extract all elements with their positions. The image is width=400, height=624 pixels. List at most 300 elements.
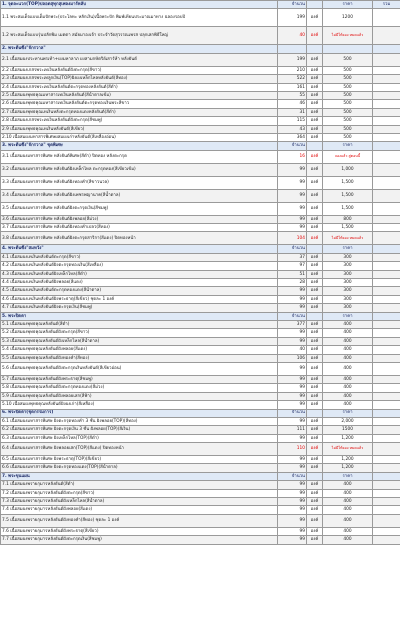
item-qty: 99: [278, 224, 307, 232]
item-total: [373, 262, 400, 270]
item-price: 400: [323, 346, 373, 354]
item-total: [373, 232, 400, 245]
item-total: [373, 117, 400, 125]
item-qty: 99: [278, 362, 307, 375]
table-row: [1, 253, 400, 261]
item-price: 500: [323, 100, 373, 108]
item-total: [373, 375, 400, 383]
item-unit: องค์: [307, 66, 323, 74]
item-total: [373, 53, 400, 66]
item-qty: 99: [278, 202, 307, 215]
item-unit: องค์: [307, 337, 323, 345]
item-total: [373, 456, 400, 464]
item-total: [373, 320, 400, 328]
item-price: ไม่มีให้จอง หมดแล้ว: [323, 443, 373, 456]
item-unit: องค์: [307, 498, 323, 506]
item-price: 1,200: [323, 464, 373, 472]
item-unit: องค์: [307, 232, 323, 245]
item-qty: 364: [278, 133, 307, 141]
item-total: [373, 489, 400, 497]
item-total: [373, 150, 400, 163]
item-unit: องค์: [307, 108, 323, 116]
table-row: [1, 443, 400, 456]
table-row: [1, 536, 400, 544]
item-price: 400: [323, 498, 373, 506]
table-row: [1, 392, 400, 400]
item-qty: 28: [278, 279, 307, 287]
item-price: 500: [323, 66, 373, 74]
item-total: [373, 498, 400, 506]
item-total: [373, 83, 400, 91]
item-unit: องค์: [307, 125, 323, 133]
item-unit: องค์: [307, 279, 323, 287]
item-name: 5.10 เนื้อสมผงพุทธคุณหลังยันต์ฝังผงเก่า(สีเหลือง): [1, 401, 278, 409]
item-total: [373, 253, 400, 261]
item-price: ราคา: [323, 472, 373, 480]
item-price: 400: [323, 481, 373, 489]
table-row: [1, 262, 400, 270]
item-unit: องค์: [307, 150, 323, 163]
item-total: [373, 337, 400, 345]
item-total: [373, 100, 400, 108]
item-qty: จำนวน: [278, 245, 307, 253]
item-price: ราคา: [323, 142, 373, 150]
item-name: 2.6 เนื้อสมผงพุทธคุณมหาสารเทเงินหลังยันต์ตะกรุดทองเงินพระสีขาว: [1, 100, 278, 108]
table-row: [1, 354, 400, 362]
item-qty: 97: [278, 262, 307, 270]
item-qty: 210: [278, 66, 307, 74]
table-row: [1, 514, 400, 527]
item-name: 2.8 เนื้อสมผงเกสรพระเทเงินหลังยันต์ฝังตะกรุด(สีชมพู): [1, 117, 278, 125]
item-price: 1,200: [323, 456, 373, 464]
item-unit: องค์: [307, 354, 323, 362]
item-qty: 55: [278, 91, 307, 99]
item-total: [373, 142, 400, 150]
item-total: [373, 66, 400, 74]
item-price: 1,500: [323, 189, 373, 202]
item-unit: องค์: [307, 295, 323, 303]
item-name: 1.2 พระสมเด็จแบบรุ่นปลักพิม เมตตา สมัยมาองเจ้า ประจำวัดสุวรรณเพรส ปลุกเสกพิธีใหญ่: [1, 27, 278, 45]
item-name: 2.9 เนื้อสมผงพุทธคุณเทเงินหลังยันต์(สีเขียว): [1, 125, 278, 133]
item-total: [373, 287, 400, 295]
item-name: 3.2 เนื้อสมผงมหาสารพิเศษ หลังยันต์ฝังเหล็กไหล ตะกรุดทอง(สีเขียวเข้ม): [1, 163, 278, 176]
table-row: [1, 189, 400, 202]
item-total: [373, 295, 400, 303]
item-name: 2.4 เนื้อสมผงเกสรพระเทเงินหลังยันต์ตะกรุดทองหลังยันต์(สีดำ): [1, 83, 278, 91]
unit-header: [307, 1, 323, 9]
item-price: 300: [323, 304, 373, 312]
table-row: [1, 66, 400, 74]
item-name: 6.6 เนื้อสมผงมหาสารพิเศษ ฝังตะกรุดทองแดง(TOP)(สีน้ำตาล): [1, 464, 278, 472]
item-total: [373, 362, 400, 375]
item-total: [373, 27, 400, 45]
item-qty: 99: [278, 295, 307, 303]
item-unit: องค์: [307, 417, 323, 425]
item-name: 2. พระต้นซึ่ง"จักรวาล": [1, 45, 278, 53]
item-name: 2.2 เนื้อสมผงเกสรพระเทเงินหลังยันต์ฝังตะกรุด(สีขาว): [1, 66, 278, 74]
item-name: 5.1 เนื้อสมผงพุทธคุณหลังยันต์(สีดำ): [1, 320, 278, 328]
item-price: ไม่มีให้จอง หมดแล้ว: [323, 232, 373, 245]
item-price: ไม่มีให้จอง หมดแล้ว: [323, 27, 373, 45]
item-qty: 99: [278, 434, 307, 442]
item-name: 2.7 เนื้อสมผงพุทธคุณเทเงินหลังตะกรุดทองแดงหลังยันต์(สีดำ): [1, 108, 278, 116]
item-price: 500: [323, 133, 373, 141]
item-total: [373, 401, 400, 409]
table-row: [1, 224, 400, 232]
table-row: [1, 91, 400, 99]
table-row: [1, 489, 400, 497]
item-name: 3.6 เนื้อสมผงมหาสารพิเศษ หลังยันต์ฝังพลอย(สีม่วง): [1, 215, 278, 223]
table-row: [1, 202, 400, 215]
item-name: 5.9 เนื้อสมผงพุทธคุณหลังยันต์ฝังพลอยเสก(สีฟ้า): [1, 392, 278, 400]
table-row: [1, 75, 400, 83]
item-unit: องค์: [307, 527, 323, 535]
item-name: 7.7 เนื้อสมผงพรายกุมารหลังยันต์ฝังตะกรุดเงิน(สีชมพู): [1, 536, 278, 544]
item-total: [373, 481, 400, 489]
item-total: [373, 443, 400, 456]
section-title: 1. จุดละแวก(TOP)ปลอดสุทุกสุเพลงมาร์หลับ: [1, 1, 278, 9]
table-row: [1, 125, 400, 133]
item-price: 1500: [323, 426, 373, 434]
table-row: [1, 133, 400, 141]
table-row: [1, 279, 400, 287]
price-header: ราคา: [323, 1, 373, 9]
item-name: 3.8 เนื้อสมผงมหาสารพิเศษ หลังยันต์ฝังตะกรุดสาริกา(สีแดง) ปิดทองหน้า: [1, 232, 278, 245]
table-row: [1, 481, 400, 489]
item-price: 1,500: [323, 176, 373, 189]
item-unit: องค์: [307, 163, 323, 176]
item-unit: องค์: [307, 253, 323, 261]
item-total: [373, 202, 400, 215]
item-qty: จำนวน: [278, 409, 307, 417]
item-price: 500: [323, 75, 373, 83]
table-row: [1, 426, 400, 434]
item-total: [373, 91, 400, 99]
item-unit: องค์: [307, 91, 323, 99]
item-price: 400: [323, 329, 373, 337]
price-list-body: [1, 1, 400, 545]
item-unit: องค์: [307, 536, 323, 544]
item-name: 5.4 เนื้อสมผงพุทธคุณหลังยันต์ฝังพลอย(สีแดง): [1, 346, 278, 354]
item-total: [373, 245, 400, 253]
item-name: 7.3 เนื้อสมผงพรายกุมารหลังยันต์ฝังเหล็กไหล(สีน้ำตาล): [1, 498, 278, 506]
item-name: 5.7 เนื้อสมผงพุทธคุณหลังยันต์ฝังพระธาตุ(สีชมพู): [1, 375, 278, 383]
item-total: [373, 506, 400, 514]
item-total: [373, 108, 400, 116]
section-header-row: [1, 245, 400, 253]
item-qty: 99: [278, 401, 307, 409]
table-row: [1, 215, 400, 223]
item-unit: [307, 245, 323, 253]
item-total: [373, 304, 400, 312]
item-total: [373, 354, 400, 362]
item-total: [373, 392, 400, 400]
item-qty: 99: [278, 417, 307, 425]
item-unit: องค์: [307, 287, 323, 295]
item-unit: [307, 409, 323, 417]
item-unit: องค์: [307, 514, 323, 527]
item-name: 5.6 เนื้อสมผงพุทธคุณหลังยันต์ฝังตะกรุดเงินหลังยันต์(สีเขียวอ่อน): [1, 362, 278, 375]
item-total: [373, 312, 400, 320]
item-qty: 99: [278, 527, 307, 535]
item-price: 400: [323, 337, 373, 345]
item-qty: 99: [278, 481, 307, 489]
table-row: [1, 417, 400, 425]
item-total: [373, 176, 400, 189]
item-qty: 99: [278, 514, 307, 527]
item-name: 6.3 เนื้อสมผงมหาสารพิเศษ ฝังเหล็กไหล(TOP)(สีดำ): [1, 434, 278, 442]
item-name: 5.3 เนื้อสมผงพุทธคุณหลังยันต์ฝังเหล็กไหล(สีน้ำตาล): [1, 337, 278, 345]
item-qty: 99: [278, 536, 307, 544]
item-qty: 43: [278, 125, 307, 133]
table-row: [1, 100, 400, 108]
item-unit: องค์: [307, 375, 323, 383]
item-qty: 16: [278, 150, 307, 163]
item-qty: 37: [278, 253, 307, 261]
item-qty: จำนวน: [278, 312, 307, 320]
item-name: 3. พระต้นซึ่ง"จักรวาล" ชุดพิเศษ: [1, 142, 278, 150]
item-qty: 104: [278, 232, 307, 245]
item-price: 400: [323, 536, 373, 544]
table-row: [1, 456, 400, 464]
item-qty: 161: [278, 83, 307, 91]
item-total: [373, 472, 400, 480]
item-price: 400: [323, 489, 373, 497]
item-unit: องค์: [307, 270, 323, 278]
item-price: 1,200: [323, 434, 373, 442]
table-row: [1, 53, 400, 66]
item-price: 300: [323, 279, 373, 287]
section-header-row: [1, 45, 400, 53]
item-qty: [278, 45, 307, 53]
table-row: [1, 329, 400, 337]
table-row: [1, 83, 400, 91]
table-row: [1, 304, 400, 312]
table-row: [1, 270, 400, 278]
item-total: [373, 384, 400, 392]
item-name: 4.1 เนื้อสมผงเทเงินหลังยันต์ตะกรุด(สีขาว): [1, 253, 278, 261]
table-row: [1, 346, 400, 354]
table-row: [1, 27, 400, 45]
item-price: 300: [323, 270, 373, 278]
item-total: [373, 270, 400, 278]
item-total: [373, 464, 400, 472]
item-total: [373, 163, 400, 176]
item-price: 1200: [323, 9, 373, 27]
item-price: 300: [323, 253, 373, 261]
item-qty: 99: [278, 498, 307, 506]
item-name: 7. พระขุนแผน: [1, 472, 278, 480]
item-qty: 99: [278, 287, 307, 295]
item-total: [373, 426, 400, 434]
item-unit: องค์: [307, 506, 323, 514]
item-unit: [307, 45, 323, 53]
item-name: 4.5 เนื้อสมผงเทเงินหลังยันต์ตะกรุดทองแดง(สีน้ำตาล): [1, 287, 278, 295]
item-qty: 99: [278, 375, 307, 383]
item-price: 300: [323, 295, 373, 303]
item-price: 400: [323, 506, 373, 514]
item-name: 3.5 เนื้อสมผงมหาสารพิเศษ หลังยันต์ฝังตะกรุดเงิน(สีชมพู): [1, 202, 278, 215]
item-unit: องค์: [307, 362, 323, 375]
item-price: 400: [323, 392, 373, 400]
table-row: [1, 108, 400, 116]
item-name: 1.1 พระสมเด็จแบบเต็มปักพระ(ประโลหะ หลักเงิน)เนื้อพระปัก พิมพ์เทียนประมาณมาทาง ฉลองรอบปี: [1, 9, 278, 27]
table-row: [1, 232, 400, 245]
item-name: 4.7 เนื้อสมผงเทเงินหลังยันต์ฝังตะกรุดเงิน(สีชมพู): [1, 304, 278, 312]
item-price: 300: [323, 262, 373, 270]
item-name: 6.4 เนื้อสมผงมหาสารพิเศษ ฝังพลอยเสก(TOP)(สีแดง) ปิดทองหน้า: [1, 443, 278, 456]
item-total: [373, 189, 400, 202]
table-row: [1, 163, 400, 176]
item-unit: องค์: [307, 426, 323, 434]
item-unit: องค์: [307, 100, 323, 108]
section-header-row: [1, 409, 400, 417]
item-total: [373, 75, 400, 83]
section-header-row: [1, 472, 400, 480]
item-qty: 46: [278, 100, 307, 108]
item-name: 4. พระต้นซึ่ง"สมหวัง": [1, 245, 278, 253]
item-name: 2.1 เนื้อสมผงประทานพรเท้า+ผงมหาลาภ ผงสามกษัตริย์เสาร์ห้า หลังยันต์: [1, 53, 278, 66]
item-price: 500: [323, 83, 373, 91]
item-qty: 115: [278, 117, 307, 125]
item-qty: 40: [278, 27, 307, 45]
item-name: 7.2 เนื้อสมผงพรายกุมารหลังยันต์ฝังตะกรุด(สีขาว): [1, 489, 278, 497]
item-name: 6.1 เนื้อสมผงมหาสารพิเศษ ฝังตะกรุดทองคำ 3 ชั้น ฝังพลอย(TOP)(สีทอง): [1, 417, 278, 425]
item-name: 3.4 เนื้อสมผงมหาสารพิเศษ หลังยันต์ฝังเพชรพญานาค(สีน้ำตาล): [1, 189, 278, 202]
item-name: 4.3 เนื้อสมผงเทเงินหลังยันต์ฝังเหล็กไหล(สีดำ): [1, 270, 278, 278]
item-name: 3.7 เนื้อสมผงมหาสารพิเศษ หลังยันต์ฝังทองคำเปลว(สีทอง): [1, 224, 278, 232]
item-qty: 51: [278, 270, 307, 278]
item-total: [373, 133, 400, 141]
table-row: [1, 287, 400, 295]
item-name: 7.1 เนื้อสมผงพรายกุมารหลังยันต์(สีดำ): [1, 481, 278, 489]
item-name: 7.5 เนื้อสมผงพรายกุมารหลังยันต์ฝังทองคำ(สีทอง) ชุดละ 1 องค์: [1, 514, 278, 527]
item-unit: องค์: [307, 443, 323, 456]
table-row: [1, 295, 400, 303]
item-price: 1,500: [323, 224, 373, 232]
item-unit: องค์: [307, 304, 323, 312]
table-row: [1, 362, 400, 375]
item-unit: [307, 142, 323, 150]
item-unit: องค์: [307, 75, 323, 83]
table-row: [1, 150, 400, 163]
item-qty: 40: [278, 346, 307, 354]
item-price: 400: [323, 354, 373, 362]
item-price: 300: [323, 287, 373, 295]
item-total: [373, 409, 400, 417]
item-price: 400: [323, 527, 373, 535]
item-name: 2.10 เนื้อสมผงมหาสารพิเศษผสมผงเก่าหลังยันต์(สีเหลืองอ่อน): [1, 133, 278, 141]
item-price: 500: [323, 53, 373, 66]
item-qty: 99: [278, 304, 307, 312]
item-name: 5. พระปิดตา: [1, 312, 278, 320]
item-price: ราคา: [323, 409, 373, 417]
item-unit: องค์: [307, 262, 323, 270]
item-price: ราคา: [323, 245, 373, 253]
item-unit: องค์: [307, 83, 323, 91]
item-name: 3.1 เนื้อสมผงมหาสารพิเศษ หลังยันต์พิเศษ(สีดำ) ปิดทอง หลังตะกรุด: [1, 150, 278, 163]
section-header-row: [1, 1, 400, 9]
item-total: [373, 434, 400, 442]
item-price: 500: [323, 108, 373, 116]
table-row: [1, 117, 400, 125]
item-price: 1,000: [323, 163, 373, 176]
item-name: 6. พระปิดตา(ชุดกรรมการ): [1, 409, 278, 417]
item-name: 5.8 เนื้อสมผงพุทธคุณหลังยันต์ฝังตะกรุดทองแดง(สีม่วง): [1, 384, 278, 392]
item-price: 400: [323, 375, 373, 383]
table-row: [1, 434, 400, 442]
item-total: [373, 125, 400, 133]
item-unit: องค์: [307, 27, 323, 45]
item-qty: 31: [278, 108, 307, 116]
item-price: 400: [323, 401, 373, 409]
item-unit: [307, 312, 323, 320]
item-qty: 377: [278, 320, 307, 328]
item-qty: 99: [278, 163, 307, 176]
item-price: 1,500: [323, 202, 373, 215]
item-name: 6.2 เนื้อสมผงมหาสารพิเศษ ฝังตะกรุดเงิน 3 ชั้น ฝังพลอย(TOP)(สีเงิน): [1, 426, 278, 434]
item-total: [373, 279, 400, 287]
item-qty: 99: [278, 215, 307, 223]
item-qty: 99: [278, 384, 307, 392]
item-unit: องค์: [307, 224, 323, 232]
item-unit: องค์: [307, 320, 323, 328]
item-unit: องค์: [307, 215, 323, 223]
item-price: 800: [323, 215, 373, 223]
total-header: รวม: [373, 1, 400, 9]
qty-header: จำนวน: [278, 1, 307, 9]
item-unit: องค์: [307, 9, 323, 27]
table-row: [1, 9, 400, 27]
item-name: 4.4 เนื้อสมผงเทเงินหลังยันต์ฝังพลอย(สีแดง): [1, 279, 278, 287]
item-qty: 99: [278, 189, 307, 202]
item-price: 2,000: [323, 417, 373, 425]
item-unit: องค์: [307, 489, 323, 497]
item-name: 4.2 เนื้อสมผงเทเงินหลังยันต์ฝังตะกรุดทองเงิน(สีเหลือง): [1, 262, 278, 270]
item-price: 400: [323, 384, 373, 392]
item-total: [373, 9, 400, 27]
item-price: 400: [323, 514, 373, 527]
item-total: [373, 329, 400, 337]
item-total: [373, 346, 400, 354]
item-unit: องค์: [307, 392, 323, 400]
item-unit: [307, 472, 323, 480]
item-unit: องค์: [307, 133, 323, 141]
section-header-row: [1, 312, 400, 320]
table-row: [1, 176, 400, 189]
item-total: [373, 224, 400, 232]
item-price: [323, 45, 373, 53]
item-qty: 99: [278, 392, 307, 400]
item-price: 500: [323, 125, 373, 133]
item-qty: 110: [278, 443, 307, 456]
item-name: 5.2 เนื้อสมผงพุทธคุณหลังยันต์ฝังตะกรุด(สีขาว): [1, 329, 278, 337]
item-qty: 99: [278, 329, 307, 337]
item-unit: องค์: [307, 456, 323, 464]
item-price: จองแล้ว สู่ตอนนี้: [323, 150, 373, 163]
item-qty: 99: [278, 176, 307, 189]
table-row: [1, 527, 400, 535]
item-unit: องค์: [307, 202, 323, 215]
item-total: [373, 536, 400, 544]
table-row: [1, 498, 400, 506]
item-name: 7.6 เนื้อสมผงพรายกุมารหลังยันต์ฝังพระธาตุ(สีเขียว): [1, 527, 278, 535]
item-qty: จำนวน: [278, 472, 307, 480]
item-name: 3.3 เนื้อสมผงมหาสารพิเศษ หลังยันต์ฝังทองคำ(สีขาวนวล): [1, 176, 278, 189]
item-total: [373, 215, 400, 223]
item-name: 7.4 เนื้อสมผงพรายกุมารหลังยันต์ฝังพลอย(สีแดง): [1, 506, 278, 514]
item-unit: องค์: [307, 434, 323, 442]
